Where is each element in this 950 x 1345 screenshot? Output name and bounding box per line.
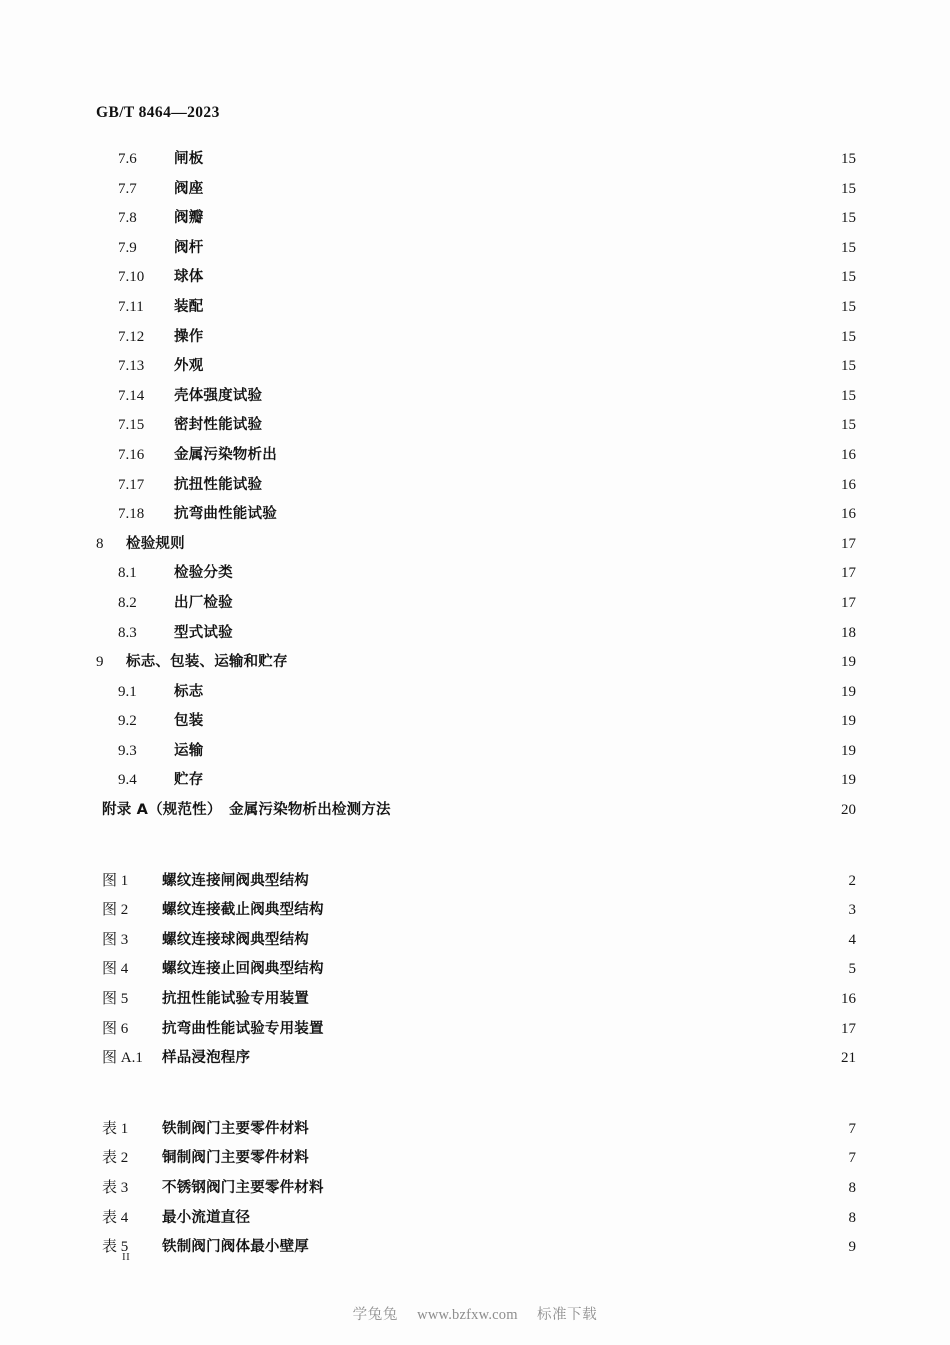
toc-clause-title: 抗弯曲性能试验 (174, 506, 277, 523)
toc-table-title: 最小流道直径 (162, 1209, 251, 1226)
toc-clause-number: 7.17 (118, 476, 145, 493)
toc-clause-title: 标志、包装、运输和贮存 (126, 654, 288, 671)
toc-clause-page-number: 16 (841, 506, 856, 523)
toc-clause-title: 密封性能试验 (174, 417, 263, 434)
toc-table-number: 表 1 (102, 1120, 129, 1137)
dot-leader (284, 443, 817, 459)
toc-table-title: 铁制阀门阀体最小壁厚 (162, 1239, 309, 1256)
toc-figure-number: 图 A.1 (102, 1050, 143, 1067)
toc-clause-title: 运输 (174, 742, 204, 759)
toc-clause-page-number: 16 (841, 446, 856, 463)
watermark-url: www.bzfxw.com (417, 1307, 518, 1323)
toc-table-list (96, 1115, 856, 1263)
toc-figure-title: 抗扭性能试验专用装置 (162, 991, 309, 1008)
toc-clause-title: 外观 (174, 358, 204, 375)
toc-clause-number: 7.13 (118, 358, 145, 375)
toc-clause-title: 型式试验 (174, 624, 233, 641)
dot-leader (331, 1176, 817, 1192)
watermark (0, 1303, 950, 1324)
toc-figure-number: 图 5 (102, 991, 129, 1008)
toc-clause-page-number: 15 (841, 417, 856, 434)
dot-leader (210, 709, 817, 725)
toc-figure-page-number: 21 (841, 1050, 856, 1067)
dot-leader (295, 650, 817, 666)
dot-leader (257, 1206, 817, 1222)
dot-leader (269, 413, 817, 429)
toc-clause-number: 9.3 (118, 742, 137, 759)
toc-clause-entry[interactable] (96, 234, 856, 264)
toc-clause-list (96, 145, 856, 796)
toc-table-title: 铜制阀门主要零件材料 (162, 1150, 309, 1167)
toc-figure-page-number: 3 (848, 902, 856, 919)
toc-clause-entry[interactable] (96, 352, 856, 382)
dot-leader (210, 265, 817, 281)
watermark-site-name: 学兔兔 (352, 1307, 398, 1323)
toc-clause-entry[interactable] (96, 619, 856, 649)
toc-clause-page-number: 17 (841, 565, 856, 582)
toc-clause-number: 8.3 (118, 624, 137, 641)
toc-clause-number: 8 (96, 535, 104, 552)
toc-table-title: 不锈钢阀门主要零件材料 (162, 1180, 324, 1196)
toc-clause-page-number: 18 (841, 624, 856, 641)
toc-clause-page-number: 15 (841, 328, 856, 345)
toc-table-page-number: 8 (848, 1209, 856, 1226)
toc-annex-entry[interactable] (96, 796, 856, 826)
dot-leader (257, 1046, 817, 1062)
toc-clause-entry[interactable] (96, 589, 856, 619)
toc-clause-page-number: 19 (841, 654, 856, 671)
toc-table-entry[interactable] (96, 1204, 856, 1234)
toc-clause-entry[interactable] (96, 766, 856, 796)
dot-leader (240, 621, 817, 637)
toc-clause-page-number: 19 (841, 683, 856, 700)
toc-table-entry[interactable] (96, 1174, 856, 1204)
toc-table-page-number: 8 (848, 1180, 856, 1196)
toc-clause-number: 7.14 (118, 387, 145, 404)
toc-clause-entry[interactable] (96, 263, 856, 293)
toc-clause-page-number: 15 (841, 239, 856, 256)
toc-clause-page-number: 19 (841, 772, 856, 789)
toc-clause-page-number: 17 (841, 535, 856, 552)
toc-clause-entry[interactable] (96, 323, 856, 353)
toc-table-number: 表 3 (102, 1180, 129, 1196)
toc-clause-title: 抗扭性能试验 (174, 476, 263, 493)
toc-clause-page-number: 15 (841, 298, 856, 315)
toc-clause-title: 包装 (174, 713, 204, 730)
dot-leader (210, 236, 817, 252)
toc-table-entry[interactable] (96, 1144, 856, 1174)
dot-leader (210, 147, 817, 163)
toc-clause-page-number: 15 (841, 358, 856, 375)
toc-figure-entry[interactable] (96, 926, 856, 956)
toc-table-title: 铁制阀门主要零件材料 (162, 1120, 309, 1137)
toc-clause-entry[interactable] (96, 411, 856, 441)
watermark-tagline: 标准下载 (536, 1307, 598, 1323)
toc-clause-page-number: 15 (841, 151, 856, 167)
toc-figure-page-number: 4 (848, 931, 856, 948)
toc-figure-page-number: 17 (841, 1020, 856, 1037)
toc-clause-title: 出厂检验 (174, 594, 233, 611)
toc-figure-list (96, 867, 856, 1074)
dot-leader (210, 354, 817, 370)
page-number-folio: II (122, 1251, 131, 1263)
dot-leader (316, 1117, 817, 1133)
toc-clause-title: 装配 (174, 298, 204, 315)
toc-figure-number: 图 3 (102, 931, 129, 948)
dot-leader (269, 473, 817, 489)
toc-clause-title: 球体 (174, 269, 204, 286)
toc-clause-entry[interactable] (96, 707, 856, 737)
toc-clause-entry[interactable] (96, 678, 856, 708)
toc-figure-number: 图 4 (102, 961, 129, 978)
toc-clause-title: 标志 (174, 683, 204, 700)
toc-clause-entry[interactable] (96, 382, 856, 412)
dot-leader (210, 177, 817, 193)
toc-figure-title: 螺纹连接截止阀典型结构 (162, 902, 324, 919)
toc-figure-page-number: 2 (848, 872, 856, 889)
dot-leader (210, 325, 817, 341)
toc-clause-title: 壳体强度试验 (174, 387, 263, 404)
toc-clause-entry[interactable] (96, 530, 856, 560)
toc-clause-title: 阀杆 (174, 239, 204, 256)
toc-figure-entry[interactable] (96, 955, 856, 985)
dot-leader (316, 1235, 817, 1251)
toc-clause-page-number: 15 (841, 269, 856, 286)
dot-leader (331, 957, 817, 973)
toc-table-page-number: 7 (848, 1120, 856, 1137)
toc-clause-number: 9.1 (118, 683, 137, 700)
toc-clause-page-number: 17 (841, 594, 856, 611)
toc-figure-number: 图 6 (102, 1020, 129, 1037)
dot-leader (210, 295, 817, 311)
toc-figure-title: 抗弯曲性能试验专用装置 (162, 1020, 324, 1037)
dot-leader (316, 928, 817, 944)
table-of-contents (96, 145, 856, 1263)
dot-leader (269, 384, 817, 400)
toc-clause-entry[interactable] (96, 471, 856, 501)
toc-clause-entry[interactable] (96, 293, 856, 323)
toc-figure-title: 螺纹连接闸阀典型结构 (162, 872, 309, 889)
toc-spacer-before-tables (96, 1074, 856, 1115)
toc-table-number: 表 2 (102, 1150, 129, 1167)
toc-clause-title: 阀座 (174, 180, 204, 197)
toc-clause-page-number: 15 (841, 387, 856, 404)
toc-clause-page-number: 19 (841, 742, 856, 759)
toc-clause-number: 8.1 (118, 565, 137, 582)
toc-clause-entry[interactable] (96, 648, 856, 678)
dot-leader (331, 1017, 817, 1033)
toc-figure-title: 螺纹连接球阀典型结构 (162, 931, 309, 948)
toc-clause-number: 7.8 (118, 210, 137, 227)
toc-clause-entry[interactable] (96, 175, 856, 205)
toc-table-page-number: 9 (848, 1239, 856, 1256)
toc-clause-number: 7.10 (118, 269, 145, 286)
dot-leader (240, 561, 817, 577)
toc-figure-entry[interactable] (96, 896, 856, 926)
dot-leader (316, 1146, 817, 1162)
toc-clause-entry[interactable] (96, 559, 856, 589)
toc-figure-entry[interactable] (96, 867, 856, 897)
toc-clause-title: 操作 (174, 328, 204, 345)
toc-clause-page-number: 16 (841, 476, 856, 493)
toc-clause-title: 金属污染物析出 (174, 446, 277, 463)
toc-clause-entry[interactable] (96, 500, 856, 530)
toc-clause-number: 7.11 (118, 298, 144, 315)
toc-annex-title: 附录 A（规范性） 金属污染物析出检测方法 (102, 802, 391, 819)
toc-figure-entry[interactable] (96, 1044, 856, 1074)
dot-leader (400, 798, 817, 814)
toc-figure-title: 样品浸泡程序 (162, 1050, 251, 1067)
toc-figure-entry[interactable] (96, 985, 856, 1015)
toc-table-number: 表 4 (102, 1209, 129, 1226)
toc-clause-entry[interactable] (96, 441, 856, 471)
toc-clause-number: 9.2 (118, 713, 137, 730)
toc-figure-number: 图 1 (102, 872, 129, 889)
toc-clause-title: 检验规则 (126, 535, 185, 552)
toc-annex-page-number: 20 (841, 802, 856, 819)
dot-leader (331, 898, 817, 914)
toc-clause-number: 7.15 (118, 417, 145, 434)
toc-clause-number: 7.16 (118, 446, 145, 463)
toc-table-entry[interactable] (96, 1233, 856, 1263)
toc-clause-entry[interactable] (96, 737, 856, 767)
toc-clause-entry[interactable] (96, 204, 856, 234)
toc-clause-page-number: 15 (841, 210, 856, 227)
toc-annex-list (96, 796, 856, 826)
toc-clause-number: 7.7 (118, 180, 137, 197)
toc-figure-page-number: 5 (848, 961, 856, 978)
toc-clause-number: 7.9 (118, 239, 137, 256)
dot-leader (210, 768, 817, 784)
dot-leader (210, 739, 817, 755)
toc-table-entry[interactable] (96, 1115, 856, 1145)
toc-clause-number: 7.6 (118, 151, 137, 167)
toc-clause-title: 闸板 (174, 151, 204, 167)
running-header-standard-code: GB/T 8464—2023 (96, 104, 220, 121)
toc-clause-title: 阀瓣 (174, 210, 204, 227)
dot-leader (240, 591, 817, 607)
toc-figure-number: 图 2 (102, 902, 129, 919)
toc-clause-number: 9.4 (118, 772, 137, 789)
toc-clause-number: 8.2 (118, 594, 137, 611)
dot-leader (192, 532, 817, 548)
toc-figure-entry[interactable] (96, 1015, 856, 1045)
toc-clause-number: 9 (96, 654, 104, 671)
dot-leader (316, 869, 817, 885)
toc-clause-page-number: 15 (841, 180, 856, 197)
toc-table-number: 表 5 (102, 1239, 129, 1256)
toc-clause-number: 7.12 (118, 328, 145, 345)
toc-figure-title: 螺纹连接止回阀典型结构 (162, 961, 324, 978)
toc-clause-number: 7.18 (118, 506, 145, 523)
dot-leader (316, 987, 817, 1003)
toc-table-page-number: 7 (848, 1150, 856, 1167)
toc-clause-title: 贮存 (174, 772, 204, 789)
toc-clause-entry[interactable] (96, 145, 856, 175)
dot-leader (210, 206, 817, 222)
toc-figure-page-number: 16 (841, 991, 856, 1008)
toc-spacer-before-figures (96, 826, 856, 867)
toc-clause-page-number: 19 (841, 713, 856, 730)
toc-clause-title: 检验分类 (174, 565, 233, 582)
dot-leader (284, 502, 817, 518)
dot-leader (210, 680, 817, 696)
